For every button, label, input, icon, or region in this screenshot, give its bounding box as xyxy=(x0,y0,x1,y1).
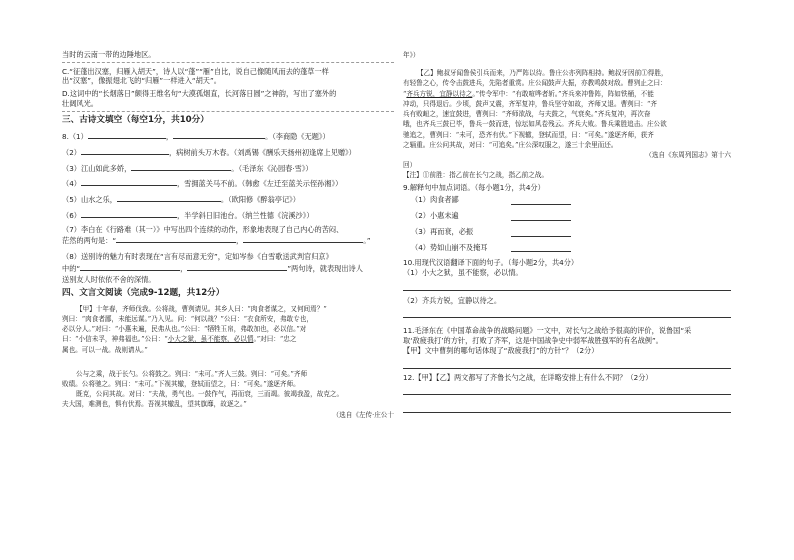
question-11-ask: 【甲】文中曹刿的哪句话体现了“敌疲我打”的方针”？（2分） xyxy=(403,345,599,355)
option-c-line2: 出“汉塞”，像振翅北飞的“归雁”一样进入“胡天”。 xyxy=(62,76,221,86)
answer-blank[interactable] xyxy=(116,234,236,243)
left-column xyxy=(62,50,394,420)
question-10-1: （1）小大之狱，虽不能察，必以情。 xyxy=(403,267,523,277)
vocab-term: （3）再而衰，必振 xyxy=(411,226,474,236)
passage-line: 冲动，只得退后。少顷，鼓声又震，齐军复冲，鲁兵坚守如故，齐师又退。曹刿曰：“齐 xyxy=(403,99,657,108)
passage-line: 夫大国，难测也，惧有伏焉。吾视其辙乱，望其旗靡，故逐之。” xyxy=(62,400,247,409)
item-text: ，病树前头万木春。（刘禹锡《酬乐天扬州初逢席上见赠》） xyxy=(168,147,356,157)
answer-blank[interactable] xyxy=(511,243,571,252)
passage-source: （选自《左传·庄公十 xyxy=(332,410,394,419)
passage-line: 属也。可以一战。战则请从。” xyxy=(62,345,148,354)
fill-item-2 xyxy=(62,146,394,158)
passage-yi xyxy=(403,50,731,181)
fill-item-5 xyxy=(62,193,394,205)
option-d-line1: D.这词中的“长烟落日”颇得王维名句“大漠孤烟直，长河落日圆”之神韵，写出了塞外的 xyxy=(62,89,337,99)
item-text: 茫然的两句是：“ xyxy=(62,236,117,246)
option-d-line2: 壮阔风光。 xyxy=(62,98,98,108)
vocab-term: （1）肉食者鄙 xyxy=(411,195,459,205)
intro-line: 当时的云南一带的边陲地区。 xyxy=(62,50,156,59)
vocab-item xyxy=(411,227,731,237)
passage-line: 哦，也齐兵三鼓已毕，鲁兵一鼓而进，惊坛如风卷残云。齐兵大败。鲁兵乘胜追击。庄公欲 xyxy=(403,120,667,129)
passage-line: 曰：“小信未孚，神弗福也。”公曰：“小大之狱，虽不能察，必以情。”对曰：“忠之 xyxy=(62,335,297,344)
item-number: （2） xyxy=(62,147,81,157)
item-text: 。（欧阳修《醉翁亭记》） xyxy=(220,195,300,205)
source-tail: 年》） xyxy=(403,51,420,59)
item-text: （5）山水之乐， xyxy=(62,195,117,205)
question-12: 12.【甲】【乙】两文都写了齐鲁长勺之战，在详略安排上有什么不同？（2分） xyxy=(403,372,653,382)
answer-blank[interactable] xyxy=(173,130,265,139)
passage-line: 【甲】十年春，齐师伐我。公将战，曹刿请见。其乡人曰：“肉食者谋之，又何间焉？” xyxy=(76,304,327,313)
fill-item-8-answer xyxy=(62,262,394,274)
fill-item-4 xyxy=(62,177,394,189)
item-text: ，雪拥蓝关马不前。（韩愈《左迁至蓝关示侄孙湘》） xyxy=(176,179,343,189)
passage-source-end: 回） xyxy=(403,161,417,170)
passage-line: 【乙】鲍叔牙闻鲁侯引兵而来，乃严阵以待。鲁庄公亦列阵相持。鲍叔牙因前①得胜， xyxy=(417,69,668,78)
item-text: ”两句诗，就表现出诗人 xyxy=(287,263,363,273)
passage-line: 驰追之，曹刿曰：“未可，恐齐有伏。”下视辙，登轼而望，曰：“可矣。”遂逐齐师，获齐 xyxy=(403,130,654,139)
fill-item-7: （7）李白在《行路难（其一）》中写出四个连续的动作，形象地表现了自己内心的苦闷、 xyxy=(62,224,344,234)
answer-line[interactable] xyxy=(403,278,731,291)
answer-blank[interactable] xyxy=(511,228,571,237)
divider xyxy=(62,111,394,112)
answer-blank[interactable] xyxy=(117,193,221,202)
answer-blank[interactable] xyxy=(88,130,166,139)
fill-item-1 xyxy=(62,130,394,142)
annotation-note: 【注】①前胜：指乙前在长勺之战，指乙前之战。 xyxy=(403,171,549,180)
item-number: （6） xyxy=(62,210,81,220)
question-10-2: （2）齐兵方锐，宜静以待之。 xyxy=(403,295,502,305)
passage-line: 既克，公问其故。对曰：“夫战，勇气也。一鼓作气，再而衰，三而竭。彼竭我盈，故克之。 xyxy=(76,390,344,399)
item-number: 8.（1） xyxy=(62,132,88,142)
vocab-term: （4）势如山崩不及掩耳 xyxy=(411,242,488,252)
answer-blank[interactable] xyxy=(187,262,287,271)
item-text: 。” xyxy=(363,236,371,246)
fill-item-6 xyxy=(62,209,394,221)
vocab-term: （2）小惠未遍 xyxy=(411,211,459,221)
passage-source: （选自《东周列国志》第十六 xyxy=(645,150,731,159)
passage-line: 之辎重。庄公问其故，对曰：“可追矣。”庄公深叹服之，遂三十余里而还。 xyxy=(403,140,618,149)
item-text: 中的“ xyxy=(62,263,81,273)
question-10: 10.用现代汉语翻译下面的句子。（每小题2分，共4分） xyxy=(403,258,579,268)
answer-line[interactable] xyxy=(403,356,731,369)
passage-line: 败绩。公将驰之。刿曰：“未可。”下视其辙，登轼而望之，曰：“可矣。”遂逐齐师。 xyxy=(62,380,300,388)
item-text: ，半学斜日旧池台。（纳兰性德《浣溪沙》） xyxy=(176,210,314,220)
answer-blank[interactable] xyxy=(511,212,571,221)
vocab-item xyxy=(411,243,731,253)
passage-line: 必以分人。”对曰：“小惠未遍，民弗从也。”公曰：“牺牲玉帛，弗敢加也，必以信。”对 xyxy=(62,325,307,334)
answer-blank[interactable] xyxy=(511,196,571,205)
passage-line: “齐兵方锐，宜静以待之。”传令军中：“有敢喧哗者斩。”齐兵来冲鲁阵，阵如铁桶，不能 xyxy=(403,89,654,98)
fill-item-8-end: 送别友人时依依不舍的深情。 xyxy=(62,275,156,285)
question-11-cont: 取‘敌疲我打’的方针，打败了齐军，这是中国战争史中弱军战胜强军的有名战例”。 xyxy=(403,336,663,346)
passage-line: 公与之乘，战于长勺。公将鼓之。刿曰：“未可。”齐人三鼓。刿曰：“可矣。”齐师 xyxy=(76,369,308,378)
underlined-phrase: 小大之狱，虽不能察，必以情 xyxy=(167,335,254,344)
answer-blank[interactable] xyxy=(131,162,231,171)
answer-blank[interactable] xyxy=(81,209,177,218)
answer-blank[interactable] xyxy=(80,262,180,271)
answer-line[interactable] xyxy=(403,305,731,318)
item-text: ， xyxy=(165,132,174,142)
item-number: （4） xyxy=(62,179,81,189)
vocab-item xyxy=(411,211,731,221)
passage-line: 刿曰：“肉食者鄙，未能远谋。”乃入见。问：“何以战？”公曰：“衣食所安，弗敢专也， xyxy=(62,314,313,323)
answer-blank[interactable] xyxy=(81,177,177,186)
item-text: 。（毛泽东《沁园春·雪》） xyxy=(231,163,313,173)
fill-item-7-answer xyxy=(62,234,394,246)
item-text: ， xyxy=(180,263,188,273)
item-text: ， xyxy=(236,236,244,246)
answer-line[interactable] xyxy=(403,382,731,395)
passage-jia xyxy=(62,304,394,420)
answer-blank[interactable] xyxy=(243,234,363,243)
passage-line: 有轻鲁之心，传令击鼓进兵，先陷者重赏。庄公闻鼓声大振，亦教鸣鼓对敌。曹刿止之曰： xyxy=(403,79,667,88)
fill-item-8: （8）送别诗的魅力有时表现在“言有尽而意无穷”，定如岑参《白雪歌送武判官归京》 xyxy=(62,251,333,261)
section-4-title: 四、文言文阅读（完成9-12题，共12分） xyxy=(62,288,225,299)
vocab-item xyxy=(411,195,731,205)
question-9: 9.解释句中加点词语。（每小题1分，共4分） xyxy=(403,182,545,192)
answer-line[interactable] xyxy=(403,400,731,413)
option-c-line1: C.“征蓬出汉塞，归雁入胡天”，诗人以“蓬”“雁”自比，说自己像随风而去的蓬草一样 xyxy=(62,66,329,76)
item-text: 。（李商隐《无题》） xyxy=(265,132,330,142)
fill-item-3 xyxy=(62,162,394,174)
question-11: 11.毛泽东在《中国革命战争的战略问题》一文中，对长勺之战给予很高的评价，说鲁国“采 xyxy=(403,326,692,336)
underlined-phrase: 齐兵方锐，宜静以待之 xyxy=(406,89,473,98)
divider xyxy=(62,62,394,63)
passage-line: 兵有败衄之，速宜鼓进，曹刿曰：“齐师欲战，与夫鼓之，气衰矣。”齐兵复冲，再次奋 xyxy=(403,110,651,119)
right-column xyxy=(403,50,731,418)
answer-blank[interactable] xyxy=(81,146,169,155)
item-text: （3）江山如此多娇， xyxy=(62,163,132,173)
section-3-title: 三、古诗文填空（每空1分，共10分） xyxy=(62,114,209,125)
